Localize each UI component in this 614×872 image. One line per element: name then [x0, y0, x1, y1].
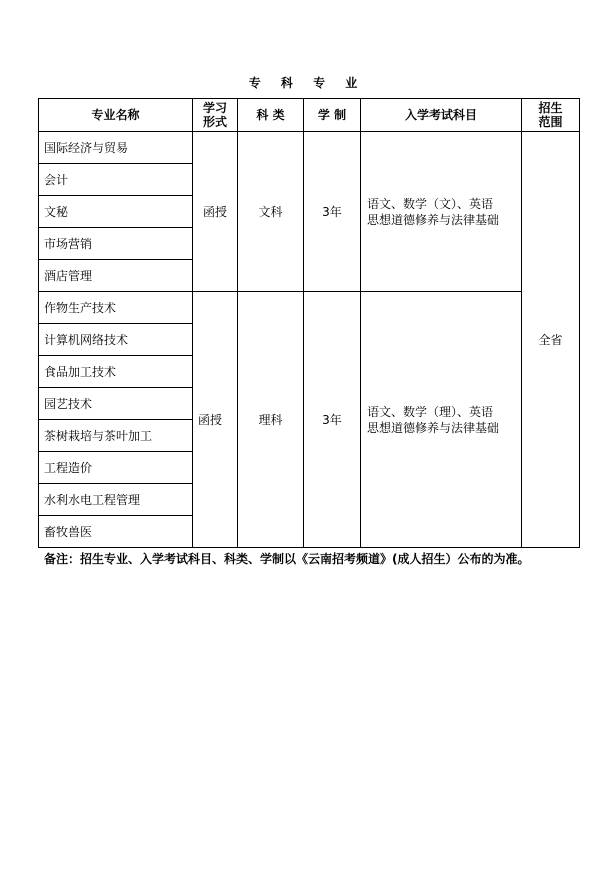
scope-cell: 全省 — [522, 132, 580, 548]
major-cell: 国际经济与贸易 — [39, 132, 193, 164]
majors-table — [38, 98, 580, 548]
header-category: 科 类 — [238, 99, 304, 132]
duration-cell: 3年 — [304, 132, 361, 292]
study-form-cell: 函授 — [193, 292, 238, 548]
header-scope: 招生范围 — [522, 99, 580, 132]
footnote: 备注：招生专业、入学考试科目、科类、学制以《云南招考频道》(成人招生）公布的为准。 — [44, 552, 530, 566]
exam-line-2: 思想道德修养与法律基础 — [367, 212, 500, 227]
major-cell: 文秘 — [39, 196, 193, 228]
header-exam-subjects: 入学考试科目 — [361, 99, 522, 132]
table-row — [39, 132, 580, 164]
study-form-cell: 函授 — [193, 132, 238, 292]
category-cell: 理科 — [238, 292, 304, 548]
exam-line-1: 语文、数学（理）、英语 — [367, 404, 494, 419]
header-duration: 学 制 — [304, 99, 361, 132]
table-row — [39, 292, 580, 324]
exam-subjects-cell — [361, 292, 522, 548]
exam-line-1: 语文、数学（文）、英语 — [367, 196, 494, 211]
header-major: 专业名称 — [39, 99, 193, 132]
major-cell: 会计 — [39, 164, 193, 196]
category-cell: 文科 — [238, 132, 304, 292]
exam-line-2: 思想道德修养与法律基础 — [367, 420, 500, 435]
major-cell: 工程造价 — [39, 452, 193, 484]
major-cell: 市场营销 — [39, 228, 193, 260]
major-cell: 食品加工技术 — [39, 356, 193, 388]
major-cell: 作物生产技术 — [39, 292, 193, 324]
major-cell: 水利水电工程管理 — [39, 484, 193, 516]
exam-subjects-cell — [361, 132, 522, 292]
major-cell: 计算机网络技术 — [39, 324, 193, 356]
major-cell: 园艺技术 — [39, 388, 193, 420]
page-title: 专 科 专 业 — [248, 76, 366, 90]
major-cell: 畜牧兽医 — [39, 516, 193, 548]
header-study-form: 学习形式 — [193, 99, 238, 132]
duration-cell: 3年 — [304, 292, 361, 548]
table-header-row — [39, 99, 580, 132]
major-cell: 茶树栽培与茶叶加工 — [39, 420, 193, 452]
major-cell: 酒店管理 — [39, 260, 193, 292]
